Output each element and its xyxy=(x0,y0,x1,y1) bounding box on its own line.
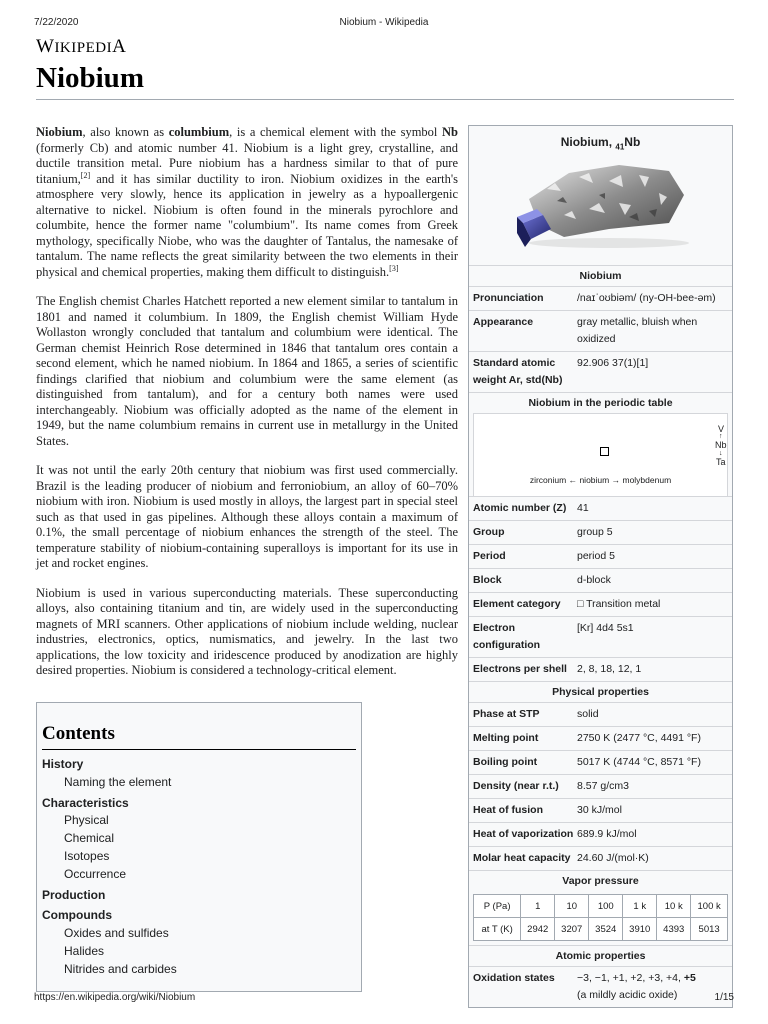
vp-pressure-cell: 1 xyxy=(521,895,555,918)
infobox-name-header: Niobium xyxy=(469,265,732,286)
periodic-table-header: Niobium in the periodic table xyxy=(469,392,732,413)
row-key: Element category xyxy=(473,598,561,611)
infobox-row xyxy=(469,750,732,774)
pt-neighbors xyxy=(474,475,727,485)
caption-symbol: Nb xyxy=(624,135,641,149)
oxidation-note: (a mildly acidic oxide) xyxy=(577,989,678,1002)
vp-pressure-cell: 100 xyxy=(589,895,623,918)
infobox-row xyxy=(469,846,732,870)
niobium-crystal-image[interactable] xyxy=(469,159,732,259)
row-key: Pronunciation xyxy=(473,292,544,305)
row-value: gray metallic, bluish when oxidized xyxy=(577,316,698,346)
row-key: Phase at STP xyxy=(473,708,540,721)
vp-temperature-cell: 2942 xyxy=(521,918,555,941)
toc-title: Contents xyxy=(42,723,356,750)
vp-temperature-cell: 3910 xyxy=(623,918,657,941)
infobox-caption xyxy=(469,126,732,157)
toc-item[interactable]: Halides xyxy=(64,943,105,958)
element-infobox xyxy=(468,125,733,1008)
vapor-temperature-row xyxy=(474,918,728,941)
row-key: Melting point xyxy=(473,732,539,745)
row-key: Density (near r.t.) xyxy=(473,780,559,793)
infobox-row xyxy=(469,822,732,846)
intro-text: (formerly Cb) and atomic number 41. Niobium is a light grey, crystalline, and ductile transition metal. Pure niobium has a hardness similar to that of pure titanium, xyxy=(36,140,458,186)
niobium-crystal-illustration xyxy=(469,159,732,259)
oxidation-list: −3, −1, +1, +2, +3, +4, xyxy=(577,972,684,985)
print-header xyxy=(34,17,734,31)
vp-pressure-cell: 100 k xyxy=(691,895,728,918)
row-value: 41 xyxy=(577,502,589,515)
toc-item[interactable]: History xyxy=(42,757,84,771)
toc-item[interactable]: Chemical xyxy=(64,831,115,846)
row-key: Boiling point xyxy=(473,756,538,769)
pt-arrow-right: → xyxy=(611,475,621,486)
article-body xyxy=(36,125,458,693)
row-key: Appearance xyxy=(473,316,534,329)
row-key: Molar heat capacity xyxy=(473,852,571,865)
row-value: group 5 xyxy=(577,526,613,539)
infobox-rows-atomic xyxy=(469,496,732,681)
toc-list xyxy=(42,756,356,979)
toc-item[interactable]: Oxides and sulfides xyxy=(64,926,169,941)
print-url[interactable]: https://en.wikipedia.org/wiki/Niobium xyxy=(34,992,196,1003)
pt-arrow-up: ↑ xyxy=(719,433,723,441)
infobox-row xyxy=(469,616,732,657)
toc-item[interactable]: Characteristics xyxy=(42,795,129,810)
row-value: 2750 K (2477 °C, 4491 °F) xyxy=(577,732,701,745)
pt-right-element[interactable]: molybdenum xyxy=(622,475,672,486)
row-value: 2, 8, 18, 12, 1 xyxy=(577,663,642,676)
infobox-row xyxy=(469,774,732,798)
vapor-pressure-header: Vapor pressure xyxy=(469,870,732,891)
pt-arrow-left: ← xyxy=(568,475,578,486)
vp-pressure-cell: 10 xyxy=(555,895,589,918)
wordmark-a: A xyxy=(112,36,127,57)
bold-term-columbium: columbium xyxy=(168,125,230,139)
citation-link[interactable]: [3] xyxy=(389,263,399,273)
row-key: Block xyxy=(473,574,502,587)
infobox-row xyxy=(469,310,732,351)
infobox-row xyxy=(469,351,732,392)
physical-properties-header: Physical properties xyxy=(469,681,732,702)
row-key: Atomic number (Z) xyxy=(473,502,567,515)
infobox-row xyxy=(469,798,732,822)
vp-temperature-cell: 3207 xyxy=(555,918,589,941)
infobox-row xyxy=(469,520,732,544)
infobox-row xyxy=(469,568,732,592)
row-value: solid xyxy=(577,708,599,721)
table-of-contents xyxy=(36,702,362,992)
toc-item[interactable]: Isotopes xyxy=(64,848,110,863)
bold-symbol: Nb xyxy=(442,125,458,139)
row-value: 8.57 g/cm3 xyxy=(577,780,629,793)
print-title: Niobium - Wikipedia xyxy=(339,17,429,28)
row-value: [Kr] 4d4 5s1 xyxy=(577,622,634,635)
page-title: Niobium xyxy=(36,62,734,100)
print-footer xyxy=(34,992,734,1006)
row-key: Heat of vaporization xyxy=(473,828,574,841)
wikipedia-wordmark[interactable] xyxy=(36,36,126,58)
row-value: 30 kJ/mol xyxy=(577,804,622,817)
toc-item[interactable]: Naming the element xyxy=(64,774,172,789)
vp-t-label: at T (K) xyxy=(474,918,521,941)
vp-p-label: P (Pa) xyxy=(474,895,521,918)
toc-item[interactable]: Compounds xyxy=(42,908,112,923)
toc-item[interactable]: Nitrides and carbides xyxy=(64,961,177,976)
row-value: 5017 K (4744 °C, 8571 °F) xyxy=(577,756,701,769)
wordmark-mid: IKIPEDI xyxy=(54,40,113,56)
infobox-row xyxy=(469,702,732,726)
vp-temperature-cell: 5013 xyxy=(691,918,728,941)
toc-item[interactable]: Production xyxy=(42,887,106,902)
print-page-number: 1/15 xyxy=(714,992,734,1003)
pt-center-element: niobium xyxy=(579,475,610,486)
intro-text: , is a chemical element with the symbol xyxy=(229,125,443,139)
row-value: /naɪˈoʊbiəm/ (ny-OH-bee-əm) xyxy=(577,292,716,305)
row-key: Electrons per shell xyxy=(473,663,567,676)
row-value: 92.906 37(1)[1] xyxy=(577,357,649,370)
vp-pressure-cell: 1 k xyxy=(623,895,657,918)
caption-atomic-number: 41 xyxy=(615,142,625,152)
citation-link[interactable]: [2] xyxy=(80,170,91,180)
toc-item[interactable]: Physical xyxy=(64,813,109,828)
pt-cell-marker xyxy=(600,447,609,456)
infobox-row xyxy=(469,592,732,616)
row-key: Period xyxy=(473,550,506,563)
bold-term-niobium: Niobium xyxy=(36,125,83,139)
caption-text: Niobium, xyxy=(560,135,616,149)
row-key: Standard atomic weight Ar, std(Nb) xyxy=(473,357,563,387)
print-date: 7/22/2020 xyxy=(34,17,79,28)
row-value: □ Transition metal xyxy=(577,598,661,611)
vp-pressure-cell: 10 k xyxy=(657,895,691,918)
intro-paragraph xyxy=(36,125,458,280)
vapor-pressure-table xyxy=(473,894,728,941)
pt-arrow-down: ↓ xyxy=(719,450,723,458)
infobox-row xyxy=(469,286,732,310)
pt-below-element[interactable]: Ta xyxy=(716,457,726,468)
pt-left-element[interactable]: zirconium xyxy=(529,475,567,486)
row-key: Group xyxy=(473,526,505,539)
infobox-rows-general xyxy=(469,286,732,392)
body-paragraph: The English chemist Charles Hatchett reported a new element similar to tantalum in 1801 and named it columbium. In 1809, the English chemist William Hyde Wollaston wrongly concluded that tantalum and columbium were identical. The German chemist Heinrich Rose determined in 1846 that tantalum ores contain a second element, which he named niobium. In 1864 and 1865, a series of scientific findings clarified that niobium and columbium were the same element (as distinguished from tantalum), and for a century both names were used interchangeably. Niobium was officially adopted as the name of the element in 1949, but the name columbium remains in current use in metallurgy in the United States. xyxy=(36,294,458,448)
infobox-row xyxy=(469,726,732,750)
toc-item[interactable]: Occurrence xyxy=(64,866,127,881)
infobox-row xyxy=(469,544,732,568)
infobox-row xyxy=(469,657,732,681)
row-key: Oxidation states xyxy=(473,972,555,985)
row-key: Electron configuration xyxy=(473,622,541,652)
pt-current-element: Nb xyxy=(715,440,727,451)
row-value: 24.60 J/(mol·K) xyxy=(577,852,649,865)
body-paragraph: It was not until the early 20th century that niobium was first used commercially. Brazil is the leading producer of niobium and ferroniobium, an alloy of 60–70% niobium with iron. Niobium is used mostly in alloys, the largest part in special steel such as that used in gas pipelines. Although these alloys contain a maximum of 0.1%, the small percentage of niobium enhances the strength of the steel. The temperature stability of niobium-containing superalloys is important for its use in jet and rocket engines. xyxy=(36,463,458,570)
infobox-row xyxy=(469,496,732,520)
infobox-rows-physical xyxy=(469,702,732,870)
oxidation-primary: +5 xyxy=(683,972,696,985)
intro-text: and it has similar ductility to iron. Niobium oxidizes in the earth's atmosphere very slowly, hence its application in jewelry as a hypoallergenic alternative to nickel. Niobium is often found in the minerals pyrochlore and columbite, hence the former name "columbium". Its name comes from Greek mythology, specifically Niobe, who was the daughter of Tantalus, the namesake of tantalum. The name reflects the great similarity between the two elements in their physical and chemical properties, making them difficult to distinguish. xyxy=(36,171,458,279)
row-key: Heat of fusion xyxy=(473,804,543,817)
vapor-pressure-row xyxy=(474,895,728,918)
vp-temperature-cell: 3524 xyxy=(589,918,623,941)
row-value: 689.9 kJ/mol xyxy=(577,828,637,841)
row-value: d-block xyxy=(577,574,611,587)
pt-above-element[interactable]: V xyxy=(718,424,725,435)
vp-temperature-cell: 4393 xyxy=(657,918,691,941)
intro-text: , also known as xyxy=(82,125,169,139)
wordmark-w: W xyxy=(36,36,55,57)
atomic-properties-header: Atomic properties xyxy=(469,945,732,966)
body-paragraph: Niobium is used in various superconducting materials. These superconducting alloys, also containing titanium and tin, are widely used in the superconducting magnets of MRI scanners. Other applications of niobium include welding, nuclear industries, electronics, optics, numismatics, and jewelry. In the last two applications, the low toxicity and iridescence produced by anodization are highly desired properties. Niobium is considered a technology-critical element. xyxy=(36,585,458,677)
periodic-table-position[interactable] xyxy=(473,413,728,496)
row-value: period 5 xyxy=(577,550,615,563)
